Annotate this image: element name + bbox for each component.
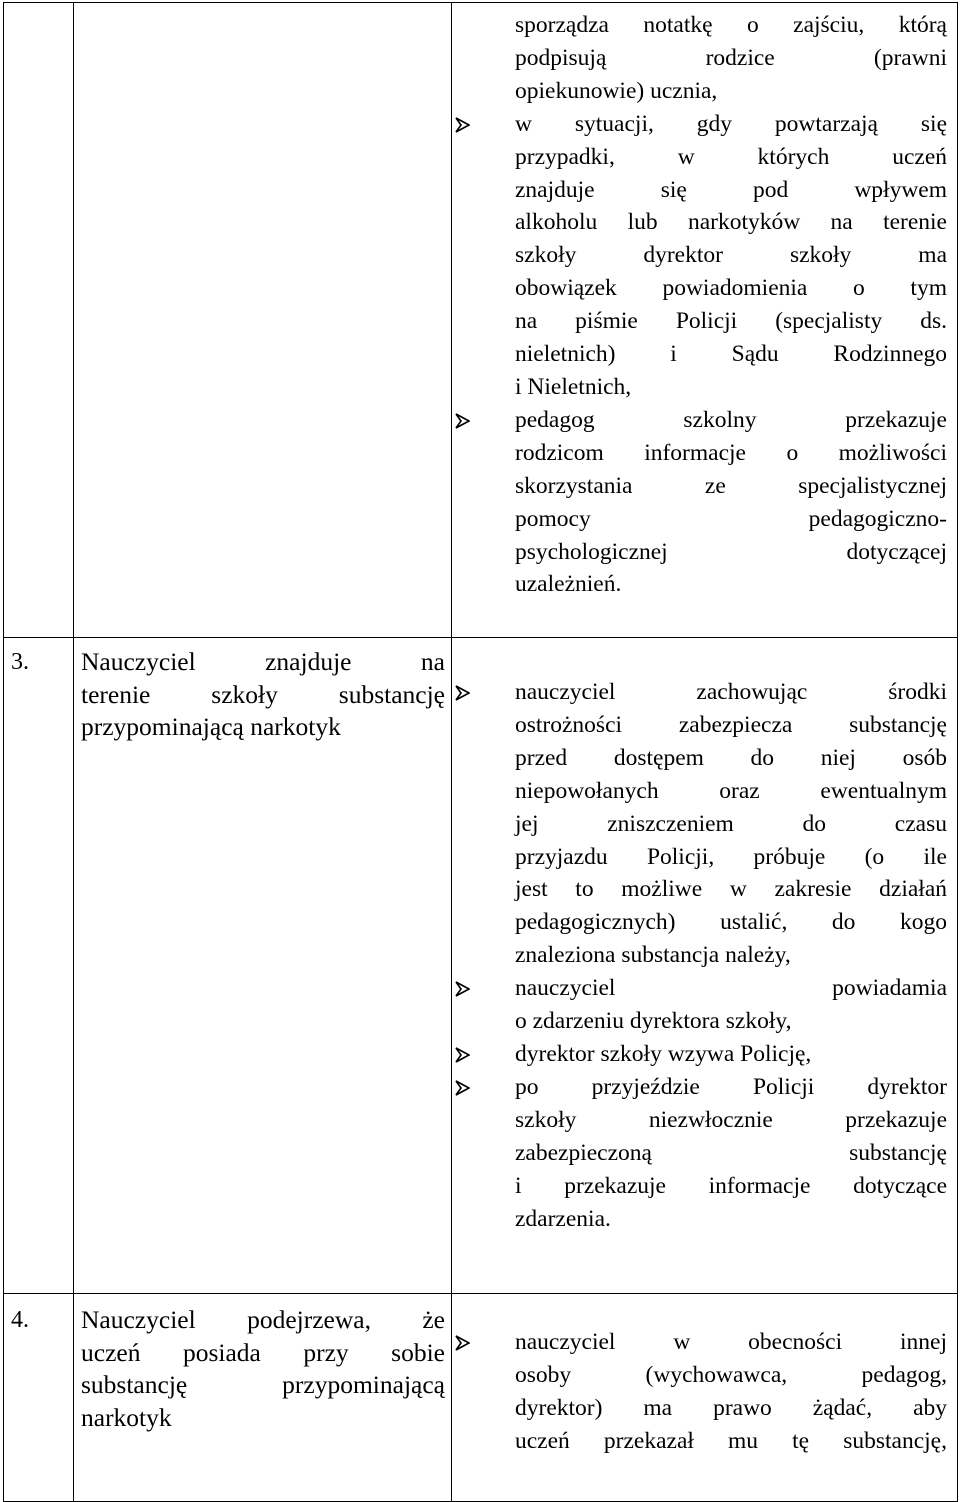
arrowhead-bullet-icon bbox=[455, 1047, 470, 1063]
situation-cell: Nauczyciel znajduje na terenie szkoły substancję przypominającą narkotyk bbox=[74, 638, 452, 1294]
arrowhead-bullet-icon bbox=[455, 981, 470, 997]
table-row bbox=[4, 3, 958, 638]
list-item: nauczyciel zachowując środki ostrożności zabezpiecza substancję przed dostępem do niej osób niepowołanych oraz ewentualnym jej zniszczeniem do czasu przyjazdu Policji, próbuje (o ile jest to możliwe w zakresie działań pedagogicznych) ustalić, do kogo znaleziona substancja należy, bbox=[483, 676, 947, 972]
procedure-cell bbox=[452, 3, 958, 638]
arrowhead-bullet-icon bbox=[455, 117, 470, 133]
list-item: nauczyciel powiadamia o zdarzeniu dyrektora szkoły, bbox=[483, 972, 947, 1038]
list-item: po przyjeździe Policji dyrektor szkoły niezwłocznie przekazuje zabezpieczoną substancję i przekazuje informacje dotyczące zdarzenia. bbox=[483, 1071, 947, 1236]
procedure-cell bbox=[452, 638, 958, 1294]
situation-cell: Nauczyciel podejrzewa, że uczeń posiada przy sobie substancję przypominającą narkotyk bbox=[74, 1294, 452, 1502]
situation-cell bbox=[74, 3, 452, 638]
procedure-list bbox=[483, 108, 947, 602]
continuation-text: sporządza notatkę o zajściu, którą podpisują rodzice (prawni opiekunowie) ucznia, bbox=[515, 12, 947, 104]
arrowhead-bullet-icon bbox=[455, 685, 470, 701]
table-row bbox=[4, 1294, 958, 1502]
procedures-table bbox=[3, 2, 958, 1502]
row-number-cell: 3. bbox=[4, 638, 74, 1294]
arrowhead-bullet-icon bbox=[455, 1080, 470, 1096]
arrowhead-bullet-icon bbox=[455, 1335, 470, 1351]
procedure-list bbox=[483, 676, 947, 1235]
row-number-cell: 4. bbox=[4, 1294, 74, 1502]
procedure-list bbox=[483, 1326, 947, 1458]
procedure-cell bbox=[452, 1294, 958, 1502]
list-item: w sytuacji, gdy powtarzają się przypadki, w których uczeń znajduje się pod wpływem alkoholu lub narkotyków na terenie szkoły dyrektor szkoły ma obowiązek powiadomienia o tym na piśmie Policji (specjalisty ds. nieletnich) i Sądu Rodzinnego i Nieletnich, bbox=[483, 108, 947, 404]
list-item: pedagog szkolny przekazuje rodzicom informacje o możliwości skorzystania ze specjalistycznej pomocy pedagogiczno- psychologicznej dotyczącej uzależnień. bbox=[483, 404, 947, 601]
table-row bbox=[4, 638, 958, 1294]
arrowhead-bullet-icon bbox=[455, 413, 470, 429]
row-number-cell bbox=[4, 3, 74, 638]
list-item: nauczyciel w obecności innej osoby (wychowawca, pedagog, dyrektor) ma prawo żądać, aby uczeń przekazał mu tę substancję, bbox=[483, 1326, 947, 1458]
list-item: dyrektor szkoły wzywa Policję, bbox=[483, 1038, 947, 1071]
